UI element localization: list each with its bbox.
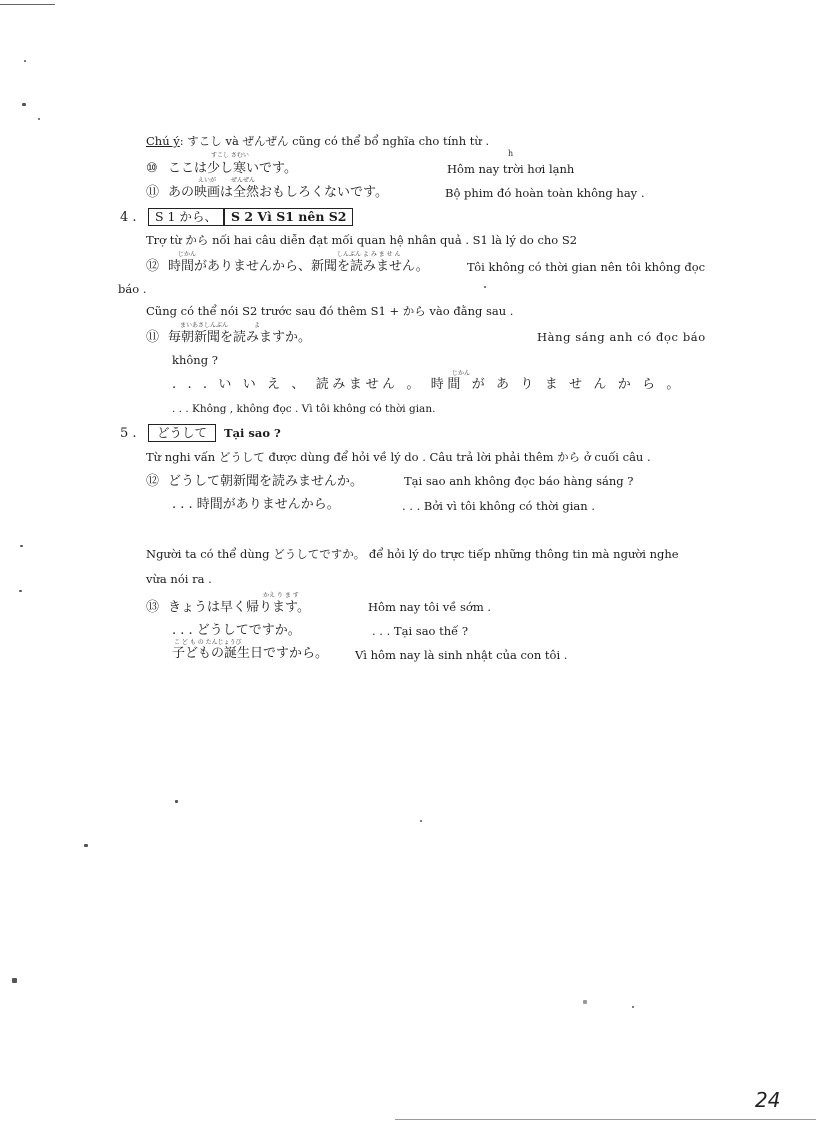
section-4-example-12-vn: Tôi không có thời gian nên tôi không đọc <box>467 260 706 274</box>
section-5-answer-vn: . . . Bởi vì tôi không có thời gian . <box>402 499 595 513</box>
section-5-description: Từ nghi vấn どうして được dùng để hỏi về lý do . Câu trả lời phải thêm から ở cuối câu . <box>146 450 651 464</box>
section-5-example-13 <box>146 599 310 616</box>
furigana-jikan-1: じかん <box>178 251 197 258</box>
section-5-example-12-number: ⑫ <box>146 474 160 489</box>
section-4-example-11-vn: Hàng sáng anh có đọc báo <box>537 330 706 344</box>
section-4-example-11-vn-cont: không ? <box>172 353 218 367</box>
example-10-vn: Hôm nay trời hơi lạnh <box>447 162 575 176</box>
furigana-sukoshi-samui: すこし さむい <box>211 152 249 159</box>
example-11 <box>146 184 388 201</box>
section-4-example-12 <box>146 258 429 275</box>
section-4-example-12-vn-cont: báo . <box>118 282 147 296</box>
section-5-answer-jp: . . . 時間がありませんから。 <box>172 497 340 512</box>
scan-speck <box>632 1006 634 1008</box>
example-11-number: ⑪ <box>146 185 160 200</box>
furigana-shinbun-yomi: しんぶん よ み ま せ ん <box>337 251 401 258</box>
furigana-jikan-2: じかん <box>452 370 471 377</box>
scan-speck <box>12 978 17 983</box>
section-5-example-12-jp: どうして朝新聞を読みませんか。 <box>168 474 364 489</box>
section-5-box: どうして <box>148 424 216 442</box>
scan-speck <box>22 103 26 106</box>
scan-speck <box>20 545 23 547</box>
section-5-example-12 <box>146 473 363 490</box>
section-4-number: 4 . <box>120 210 137 225</box>
furigana-yo: よ <box>254 322 261 329</box>
furigana-kaeri: かえ り ま す <box>263 592 299 599</box>
section-5-number: 5 . <box>120 426 137 441</box>
furigana-h-mark: h <box>508 149 514 158</box>
section-5-reason-jp: 子どもの誕生日ですから。 <box>172 646 329 661</box>
scan-speck <box>484 286 486 288</box>
note-text: : すこし và ぜんぜん cũng có thể bổ nghĩa cho tính từ . <box>179 134 490 148</box>
section-5-paragraph-line-2: vừa nói ra . <box>146 572 212 586</box>
section-5-example-13-number: ⑬ <box>146 600 160 615</box>
section-5-example-13-vn: Hôm nay tôi về sớm . <box>368 600 492 614</box>
scan-speck <box>19 590 22 592</box>
scan-speck <box>175 800 178 803</box>
section-5-question-vn: . . . Tại sao thế ? <box>372 624 469 638</box>
section-4-box: S 1 から、 <box>148 208 224 226</box>
section-5-example-13-jp: きょうは早く帰ります。 <box>168 600 310 615</box>
section-5-paragraph-line-1: Người ta có thể dùng どうしてですか。 để hỏi lý do trực tiếp những thông tin mà người nghe <box>146 547 679 561</box>
scan-speck <box>38 118 40 120</box>
note-label: Chú ý <box>146 134 180 148</box>
section-4-example-11 <box>146 329 311 346</box>
section-4-answer-jp: . . . い い え 、 読みません 。 時間 が あ り ま せ ん か ら 。 <box>172 377 683 392</box>
section-5-heading: Tại sao ? <box>224 426 281 440</box>
scan-speck <box>24 60 26 62</box>
example-10-jp: ここは少し寒いです。 <box>168 161 297 176</box>
scan-edge-bottom <box>395 1119 816 1120</box>
section-5-reason-vn: Vì hôm nay là sinh nhật của con tôi . <box>355 648 568 662</box>
example-11-jp: あの映画は全然おもしろくないです。 <box>168 185 388 200</box>
section-4-description: Trợ từ から nối hai câu diễn đạt mối quan hệ nhân quả . S1 là lý do cho S2 <box>146 233 578 247</box>
furigana-eiga: えいが <box>198 177 217 184</box>
section-4-also-note: Cũng có thể nói S2 trước sau đó thêm S1 + から vào đằng sau . <box>146 304 514 318</box>
section-4-answer-vn: . . . Không , không đọc . Vì tôi không có thời gian. <box>172 403 436 415</box>
example-11-vn: Bộ phim đó hoàn toàn không hay . <box>445 186 645 200</box>
example-10 <box>146 160 297 177</box>
section-4-heading: S 2 Vì S1 nên S2 <box>224 208 354 226</box>
furigana-maiasa-shinbun: まいあさしんぶん <box>180 322 229 329</box>
scan-speck <box>420 820 422 822</box>
section-5-example-12-vn: Tại sao anh không đọc báo hàng sáng ? <box>404 474 634 488</box>
section-5-header <box>120 424 281 442</box>
scan-edge-top <box>0 4 55 5</box>
furigana-zenzen: ぜんぜん <box>231 177 256 184</box>
scan-speck <box>583 1000 587 1004</box>
section-4-example-11-number: ⑪ <box>146 330 160 345</box>
section-4-header <box>120 208 353 226</box>
section-5-question-jp: . . . どうしてですか。 <box>172 623 301 638</box>
page-number: 24 <box>755 1088 781 1112</box>
note-line <box>146 133 489 149</box>
section-4-example-12-number: ⑫ <box>146 259 160 274</box>
example-10-number: ⑩ <box>146 161 158 176</box>
scan-speck <box>84 844 88 847</box>
section-4-example-12-jp: 時間がありませんから、新聞を読みません。 <box>168 259 429 274</box>
section-4-example-11-jp: 毎朝新聞を読みますか。 <box>168 330 312 345</box>
furigana-kodomo-tanjoubi: こ ど も の たんじょうび <box>174 639 242 646</box>
